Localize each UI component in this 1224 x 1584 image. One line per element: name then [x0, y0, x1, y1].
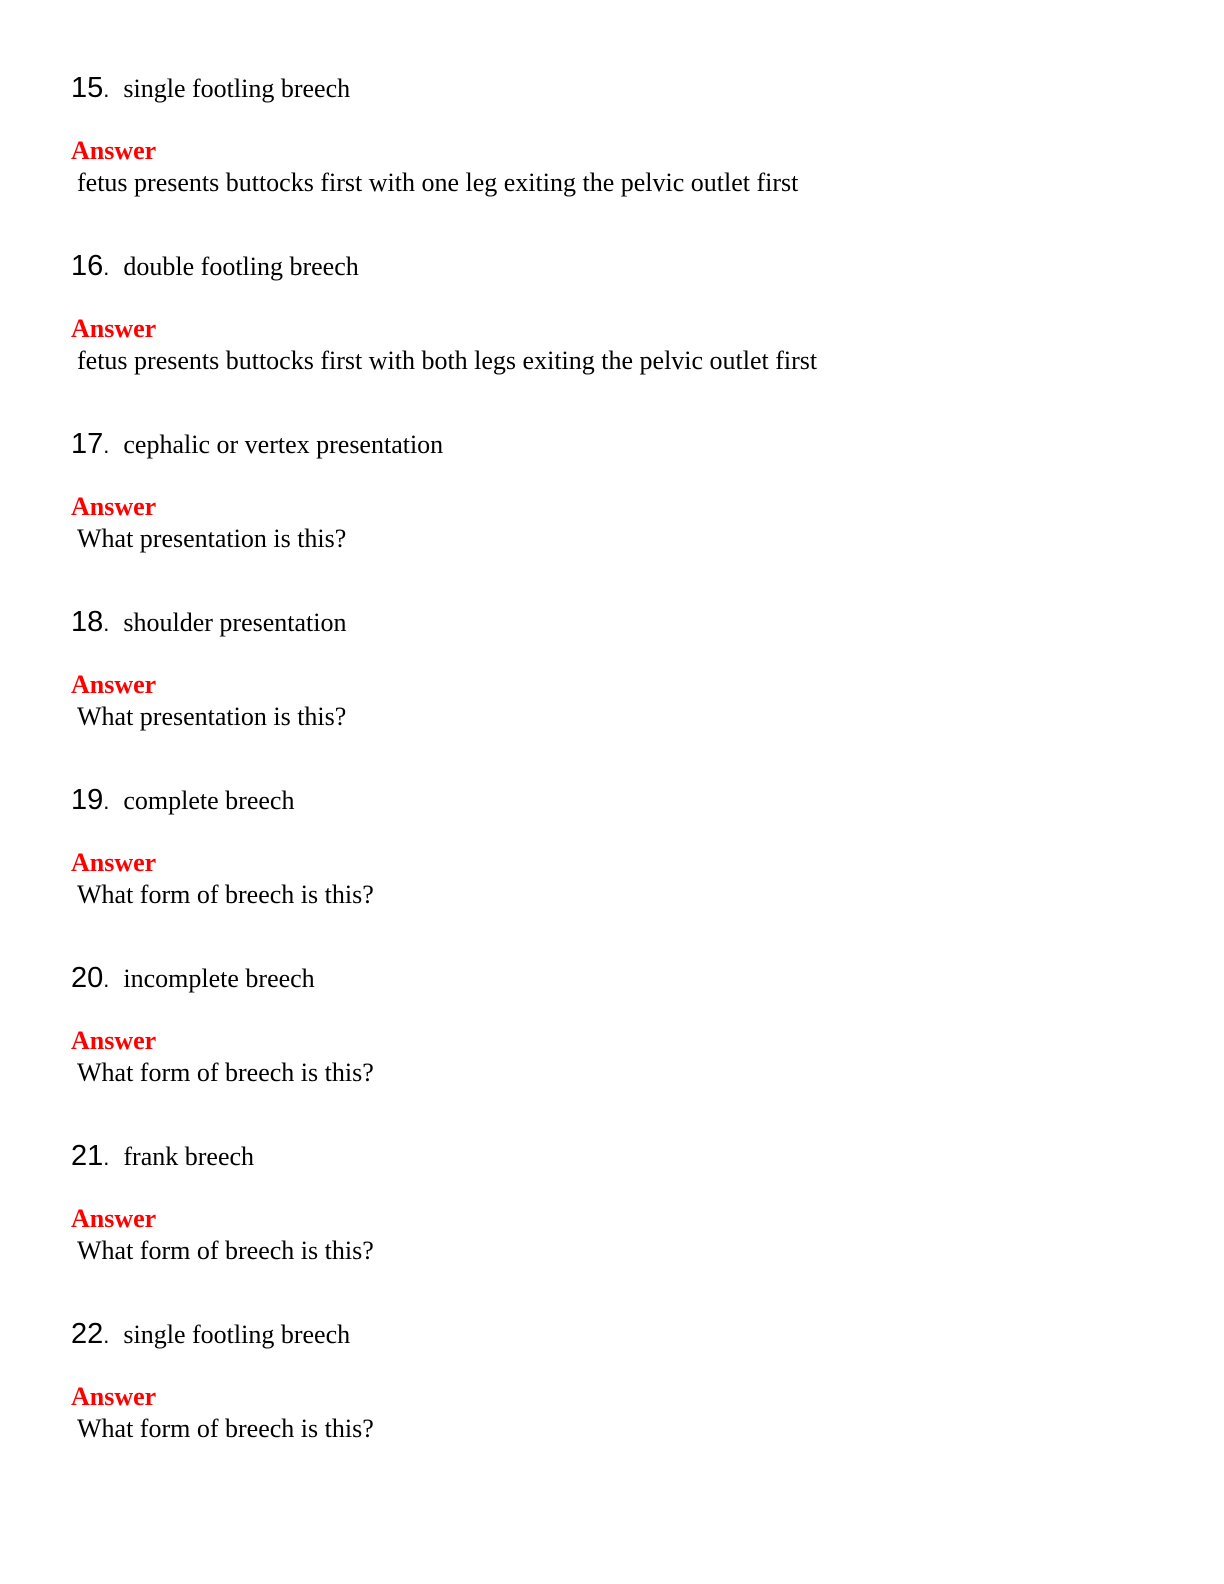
- answer-label: Answer: [71, 1026, 157, 1055]
- answer-label: Answer: [71, 848, 157, 877]
- answer-label: Answer: [71, 136, 157, 165]
- question-number: 15: [71, 72, 104, 104]
- answer-text: fetus presents buttocks first with both legs exiting the pelvic outlet first: [77, 346, 818, 375]
- question-number-dot: .: [103, 255, 110, 280]
- question-term: complete breech: [123, 786, 295, 815]
- question-line: [71, 1140, 254, 1174]
- question-number: 18: [71, 606, 104, 638]
- answer-label: Answer: [71, 1204, 157, 1233]
- answer-label: Answer: [71, 492, 157, 521]
- question-number: 21: [71, 1140, 104, 1172]
- question-number: 22: [71, 1318, 104, 1350]
- question-line: [71, 250, 359, 284]
- question-term: double footling breech: [123, 252, 359, 281]
- answer-label: Answer: [71, 314, 157, 343]
- question-line: [71, 428, 443, 462]
- question-line: [71, 1318, 350, 1352]
- question-line: [71, 606, 347, 640]
- question-term: incomplete breech: [123, 964, 315, 993]
- question-number-dot: .: [103, 77, 110, 102]
- question-line: [71, 784, 294, 818]
- question-number-dot: .: [103, 1323, 110, 1348]
- answer-text: What presentation is this?: [77, 524, 347, 553]
- question-number-dot: .: [103, 433, 110, 458]
- question-number-dot: .: [103, 789, 110, 814]
- question-term: frank breech: [123, 1142, 255, 1171]
- question-number-dot: .: [103, 611, 110, 636]
- question-number: 20: [71, 962, 104, 994]
- answer-label: Answer: [71, 1382, 157, 1411]
- answer-text: What presentation is this?: [77, 702, 347, 731]
- answer-text: What form of breech is this?: [77, 1414, 374, 1443]
- question-term: single footling breech: [123, 74, 351, 103]
- question-number-dot: .: [103, 967, 110, 992]
- answer-text: What form of breech is this?: [77, 880, 374, 909]
- answer-text: What form of breech is this?: [77, 1058, 374, 1087]
- question-term: cephalic or vertex presentation: [123, 430, 444, 459]
- question-number: 17: [71, 428, 104, 460]
- question-line: [71, 72, 350, 106]
- answer-text: fetus presents buttocks first with one leg exiting the pelvic outlet first: [77, 168, 799, 197]
- question-number: 19: [71, 784, 104, 816]
- question-line: [71, 962, 315, 996]
- question-number: 16: [71, 250, 104, 282]
- answer-label: Answer: [71, 670, 157, 699]
- question-term: shoulder presentation: [123, 608, 347, 637]
- question-term: single footling breech: [123, 1320, 351, 1349]
- answer-text: What form of breech is this?: [77, 1236, 374, 1265]
- question-number-dot: .: [103, 1145, 110, 1170]
